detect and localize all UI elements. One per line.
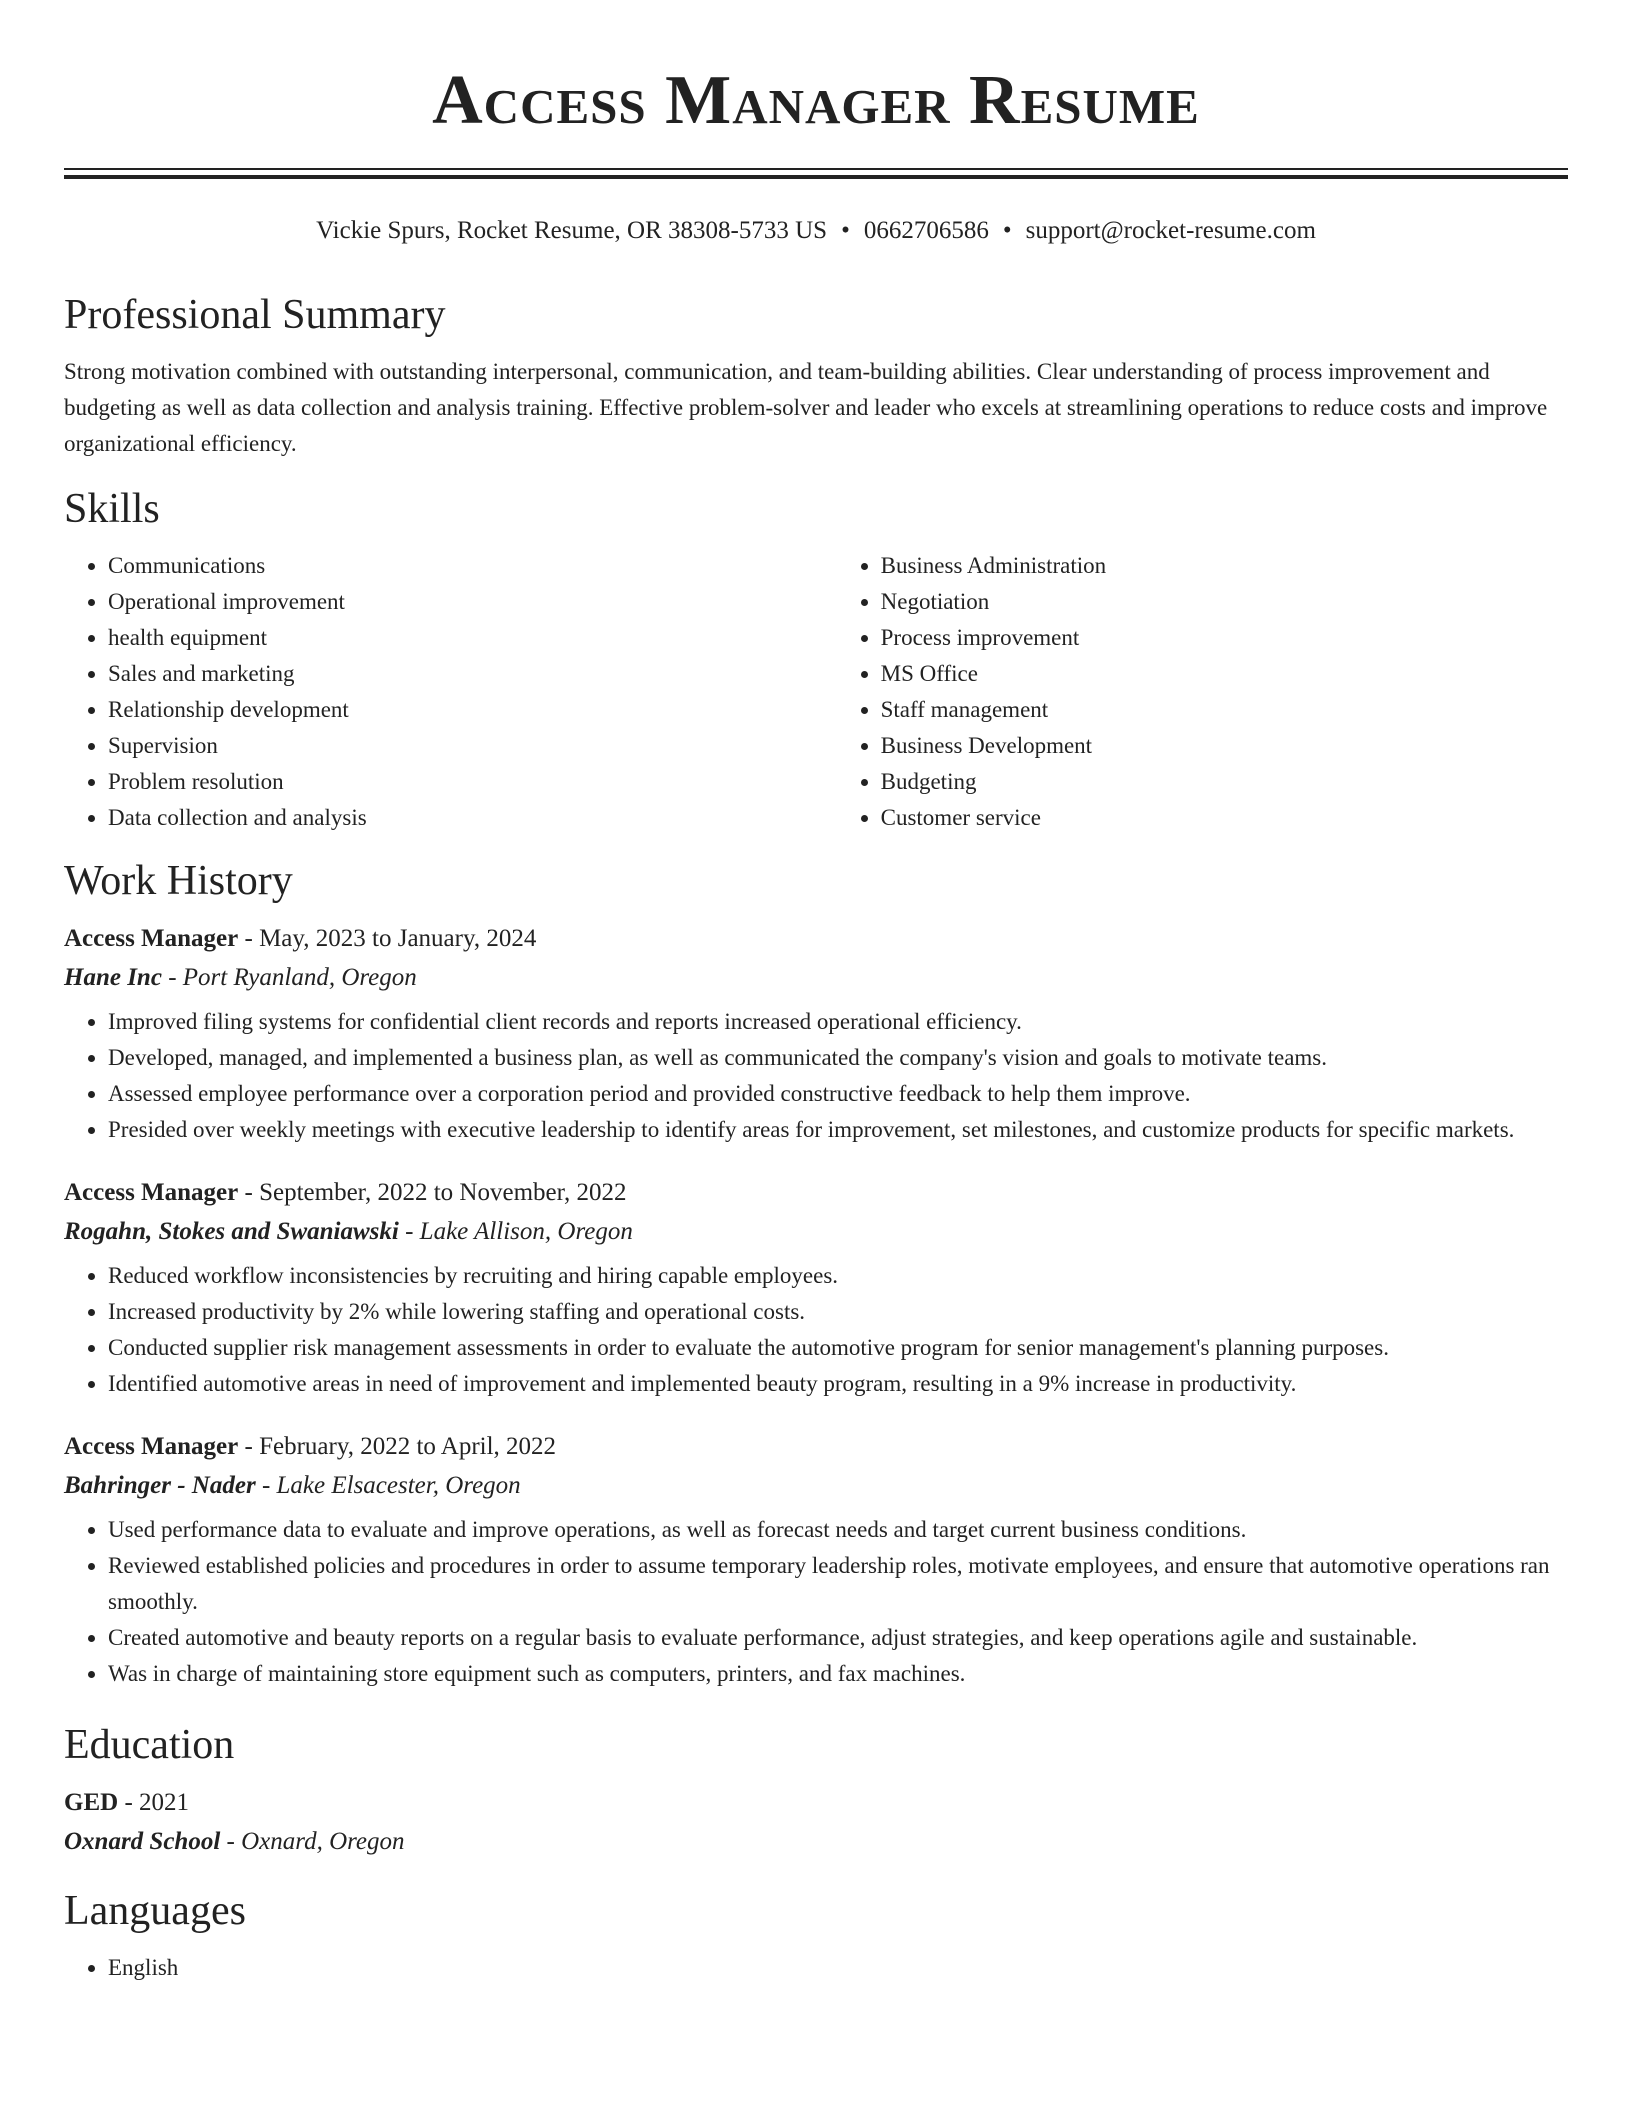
job-bullets: [64, 1004, 1568, 1148]
skill-item: • Supervision: [108, 728, 837, 764]
contact-email: support@rocket-resume.com: [1025, 217, 1316, 244]
contact-separator: •: [1002, 217, 1012, 244]
company-location: - Port Ryanland, Oregon: [161, 964, 417, 991]
job-entry: [64, 920, 1568, 1148]
company-line: [64, 1466, 1568, 1506]
company-location: - Lake Allison, Oregon: [398, 1218, 633, 1245]
skill-item: • health equipment: [108, 620, 837, 656]
skill-item: • Business Administration: [881, 548, 1568, 584]
school-location: - Oxnard, Oregon: [220, 1828, 405, 1855]
company-line: [64, 1212, 1568, 1252]
skill-item: • Communications: [108, 548, 837, 584]
job-entry: [64, 1428, 1568, 1692]
degree: GED: [64, 1789, 119, 1816]
section-heading: Languages: [64, 1888, 246, 1934]
skill-item: • Operational improvement: [108, 584, 837, 620]
company-line: [64, 958, 1568, 998]
job-bullet: • Reviewed established policies and procedures in order to assume temporary leadership roles, motivate employees, and ensure that automotive operations ran smoothly.: [108, 1548, 1568, 1620]
skill-item: • MS Office: [881, 656, 1568, 692]
contact-phone: 0662706586: [863, 217, 989, 244]
school-name: Oxnard School: [64, 1828, 221, 1855]
skill-item: • Problem resolution: [108, 764, 837, 800]
skills-columns: [64, 548, 1568, 836]
contact-line: [64, 214, 1568, 248]
section-heading: Education: [64, 1722, 235, 1768]
company-name: Hane Inc: [64, 964, 162, 991]
job-bullet: • Used performance data to evaluate and improve operations, as well as forecast needs and target current business conditions.: [108, 1512, 1568, 1548]
job-bullets: [64, 1258, 1568, 1402]
job-title: Access Manager: [64, 925, 239, 952]
languages-section: [64, 1884, 1568, 1986]
skill-item: • Business Development: [881, 728, 1568, 764]
job-bullet: • Identified automotive areas in need of improvement and implemented beauty program, resulting in a 9% increase in productivity.: [108, 1366, 1568, 1402]
contact-address: Vickie Spurs, Rocket Resume, OR 38308-5733 US: [316, 217, 828, 244]
skill-item: • Sales and marketing: [108, 656, 837, 692]
title-divider-thin: [64, 168, 1568, 170]
skill-item: • Negotiation: [881, 584, 1568, 620]
job-bullet: • Was in charge of maintaining store equipment such as computers, printers, and fax machines.: [108, 1656, 1568, 1692]
company-location: - Lake Elsacester, Oregon: [255, 1472, 521, 1499]
skill-item: • Relationship development: [108, 692, 837, 728]
work-history-section: [64, 854, 1568, 1692]
languages-list: [64, 1950, 1568, 1986]
job-bullet: • Assessed employee performance over a corporation period and provided constructive feedback to help them improve.: [108, 1076, 1568, 1112]
job-dates: - February, 2022 to April, 2022: [238, 1433, 557, 1460]
job-bullet: • Created automotive and beauty reports on a regular basis to evaluate performance, adjust strategies, and keep operations agile and sustainable.: [108, 1620, 1568, 1656]
job-bullet: • Developed, managed, and implemented a business plan, as well as communicated the company's vision and goals to motivate teams.: [108, 1040, 1568, 1076]
contact-separator: •: [841, 217, 850, 244]
job-bullets: [64, 1512, 1568, 1692]
skill-item: • Staff management: [881, 692, 1568, 728]
skill-item: • Customer service: [881, 800, 1568, 836]
skills-list-left: [64, 548, 837, 836]
job-title-line: [64, 1174, 1568, 1212]
skills-list-right: [837, 548, 1568, 836]
job-title-line: [64, 1428, 1568, 1466]
company-name: Bahringer - Nader: [64, 1472, 256, 1499]
resume-body: [64, 288, 1568, 1986]
job-entry: [64, 1174, 1568, 1402]
job-title: Access Manager: [64, 1179, 239, 1206]
job-dates: - September, 2022 to November, 2022: [238, 1179, 627, 1206]
education-section: [64, 1718, 1568, 1862]
skill-item: • Data collection and analysis: [108, 800, 837, 836]
section-heading: Skills: [64, 486, 160, 532]
job-bullet: • Presided over weekly meetings with executive leadership to identify areas for improvement, set milestones, and customize products for specific markets.: [108, 1112, 1568, 1148]
skill-item: • Budgeting: [881, 764, 1568, 800]
skills-section: [64, 482, 1568, 836]
school-line: [64, 1822, 1568, 1862]
job-title-line: [64, 920, 1568, 958]
section-heading: Work History: [64, 858, 293, 904]
degree-line: [64, 1784, 1568, 1822]
education-entry: [64, 1784, 1568, 1862]
title-divider-thick: [64, 175, 1568, 179]
skill-item: • Process improvement: [881, 620, 1568, 656]
job-bullet: • Conducted supplier risk management assessments in order to evaluate the automotive program for senior management's planning purposes.: [108, 1330, 1568, 1366]
summary-section: [64, 288, 1568, 462]
job-dates: - May, 2023 to January, 2024: [238, 925, 537, 952]
job-title: Access Manager: [64, 1433, 239, 1460]
summary-text: Strong motivation combined with outstanding interpersonal, communication, and team-building abilities. Clear understanding of process improvement and budgeting as well as data collection and analysis training. Effective problem-solver and leader who excels at streamlining operations to reduce costs and improve organizational efficiency.: [64, 359, 1548, 456]
job-bullet: • Improved filing systems for confidential client records and reports increased operational efficiency.: [108, 1004, 1568, 1040]
job-bullet: • Reduced workflow inconsistencies by recruiting and hiring capable employees.: [108, 1258, 1568, 1294]
job-bullet: • Increased productivity by 2% while lowering staffing and operational costs.: [108, 1294, 1568, 1330]
resume-title: Access Manager Resume: [432, 62, 1200, 139]
section-heading: Professional Summary: [64, 292, 446, 338]
company-name: Rogahn, Stokes and Swaniawski: [64, 1218, 399, 1245]
graduation-year: - 2021: [118, 1789, 190, 1816]
language-item: • English: [108, 1950, 1568, 1986]
